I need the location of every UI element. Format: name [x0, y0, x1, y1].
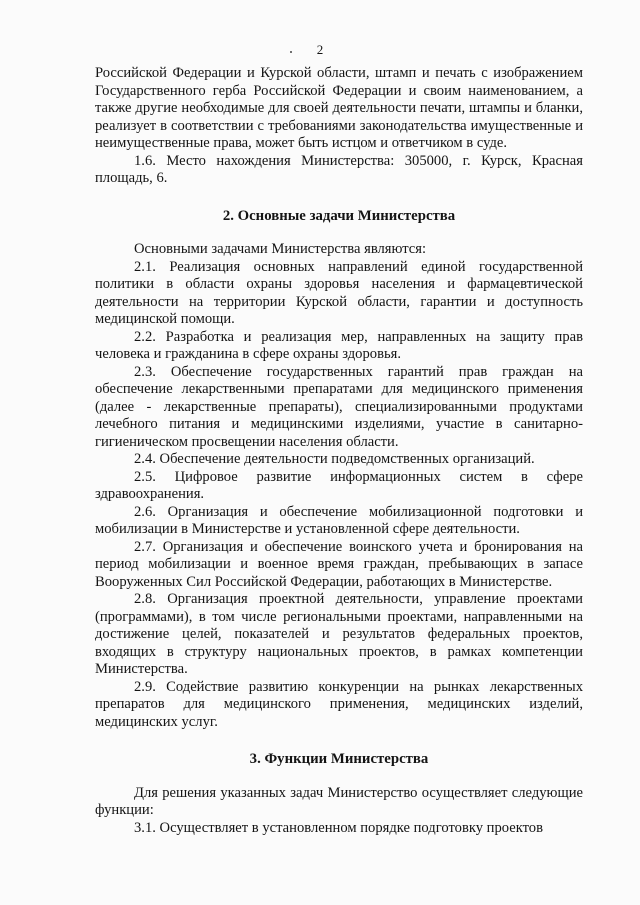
section-3-heading: 3. Функции Министерства: [249, 751, 429, 767]
item-2-8: 2.8. Организация проектной деятельности, управление проектами (программами), в том числе региональными проектами, направленными на достижение целей, показателей и результатов федеральных проектов, входящих в структуру национальных проектов, в рамках компетенции Министерства.: [95, 591, 583, 677]
item-2-6: 2.6. Организация и обеспечение мобилизационной подготовки и мобилизации в Министерстве и установленной сфере деятельности.: [95, 503, 583, 537]
document-body: [95, 65, 583, 837]
section-3-lead: Для решения указанных задач Министерство осуществляет следующие функции:: [95, 784, 583, 818]
scan-speck: [290, 51, 292, 53]
section-2-lead: Основными задачами Министерства являются:: [134, 241, 427, 257]
item-2-1: 2.1. Реализация основных направлений единой государственной политики в области охраны здоровья населения и фармацевтической деятельности на территории Курской области, гарантии и доступность медицинской помощи.: [95, 258, 583, 327]
page-number: 2: [316, 42, 324, 57]
item-2-7: 2.7. Организация и обеспечение воинского учета и бронирования на период мобилизации и военное время граждан, пребывающих в запасе Вооруженных Сил Российской Федерации, работающих в Министерстве.: [95, 538, 583, 590]
item-3-1: 3.1. Осуществляет в установленном порядке подготовку проектов: [134, 819, 543, 836]
paragraph-continuation: Российской Федерации и Курской области, штамп и печать с изображением Государственного герба Российской Федерации и своим наименованием, а также другие необходимые для своей деятельности печати, штампы и бланки, реализует в соответствии с требованиями законодательства имущественные и неимущественные права, может быть истцом и ответчиком в суде.: [95, 65, 583, 151]
paragraph-1-6: 1.6. Место нахождения Министерства: 305000, г. Курск, Красная площадь, 6.: [95, 152, 583, 186]
item-2-3: 2.3. Обеспечение государственных гарантий прав граждан на обеспечение лекарственными препаратами для медицинского применения (далее - лекарственные препараты), специализированными продуктами лечебного питания и медицинскими изделиями, участие в санитарно-гигиеническом просвещении населения области.: [95, 363, 583, 450]
item-2-4: 2.4. Обеспечение деятельности подведомственных организаций.: [134, 451, 535, 467]
item-2-9: 2.9. Содействие развитию конкуренции на рынках лекарственных препаратов для медицинского применения, медицинских изделий, медицинских услуг.: [95, 678, 583, 730]
item-2-5: 2.5. Цифровое развитие информационных систем в сфере здравоохранения.: [95, 468, 583, 502]
item-2-2: 2.2. Разработка и реализация мер, направленных на защиту прав человека и гражданина в сфере охраны здоровья.: [95, 328, 583, 362]
section-2-heading: 2. Основные задачи Министерства: [222, 207, 456, 224]
